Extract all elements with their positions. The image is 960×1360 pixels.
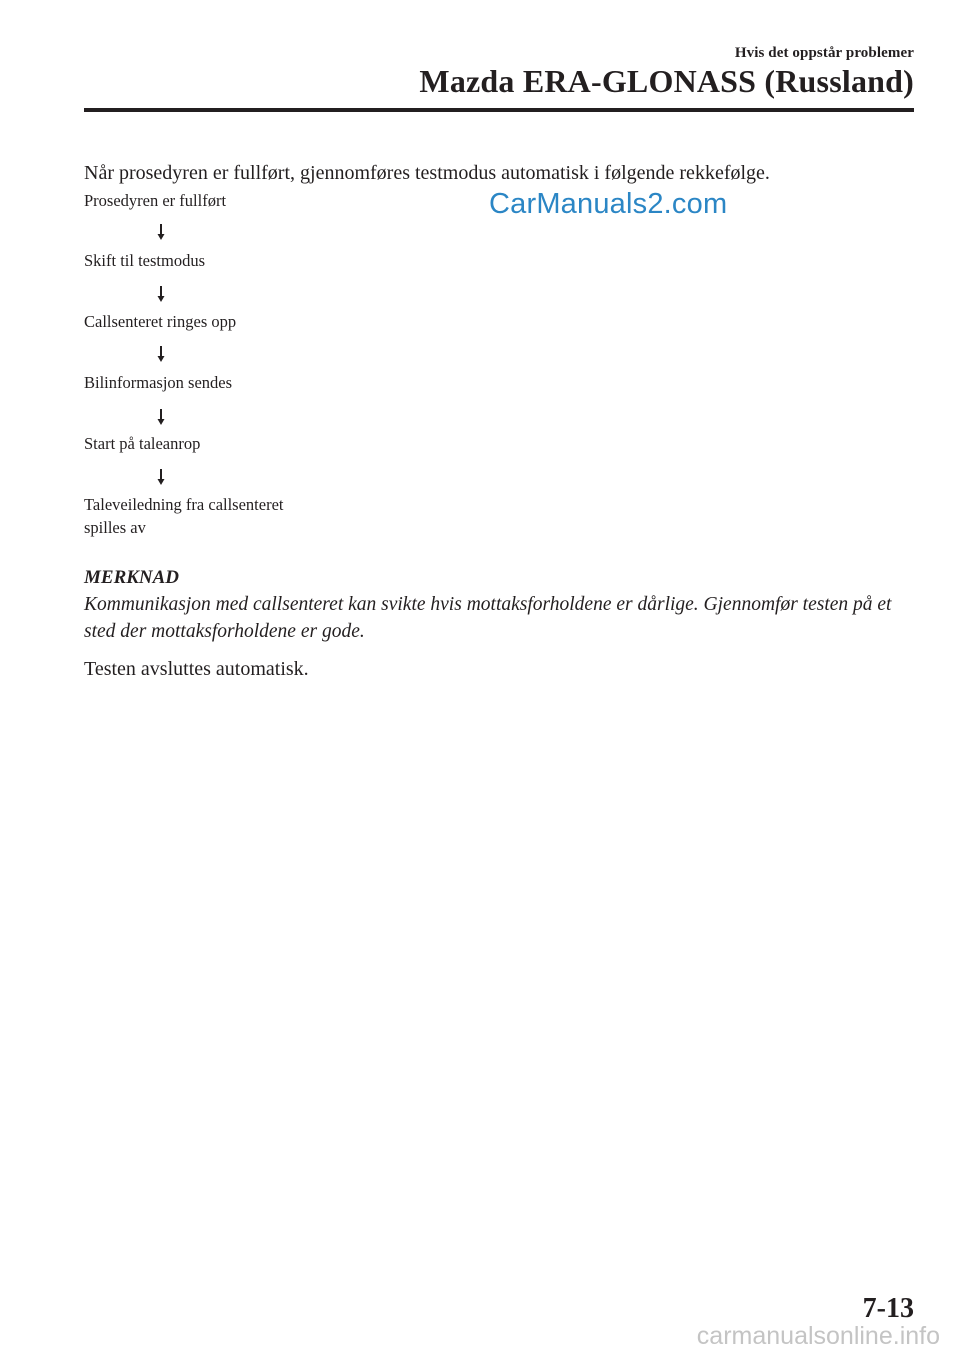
arrow-down-icon	[154, 469, 168, 485]
flow-step-1: Prosedyren er fullført	[84, 191, 227, 210]
flow-step-4: Bilinformasjon sendes	[84, 373, 233, 392]
watermark-carmanuals2: CarManuals2.com	[489, 188, 728, 220]
intro-paragraph: Når prosedyren er fullført, gjennomføres testmodus automatisk i følgende rekkefølge.	[84, 162, 770, 184]
arrow-down-icon	[154, 286, 168, 302]
flow-step-3: Callsenteret ringes opp	[84, 312, 237, 331]
flow-step-5: Start på taleanrop	[84, 434, 201, 453]
closing-paragraph: Testen avsluttes automatisk.	[84, 658, 309, 680]
section-header: Hvis det oppstår problemer	[734, 45, 914, 61]
flow-step-6: Taleveiledning fra callsenteret	[84, 495, 284, 514]
arrow-down-icon	[154, 409, 168, 425]
arrow-down-icon	[154, 346, 168, 362]
flow-step-6-continued: spilles av	[84, 518, 146, 537]
note-text: Kommunikasjon med callsenteret kan svikte hvis mottaksforholdene er dårlige. Gjennomfør testen på et sted der mottaksforholdene er gode.	[84, 594, 892, 642]
note-heading: MERKNAD	[84, 567, 180, 588]
header-divider	[84, 108, 914, 112]
page-title: Mazda ERA-GLONASS (Russland)	[419, 63, 914, 99]
page-number: 7-13	[862, 1293, 914, 1324]
arrow-down-icon	[154, 224, 168, 240]
watermark-carmanualsonline: carmanualsonline.info	[696, 1322, 940, 1350]
flow-step-2: Skift til testmodus	[84, 251, 206, 270]
